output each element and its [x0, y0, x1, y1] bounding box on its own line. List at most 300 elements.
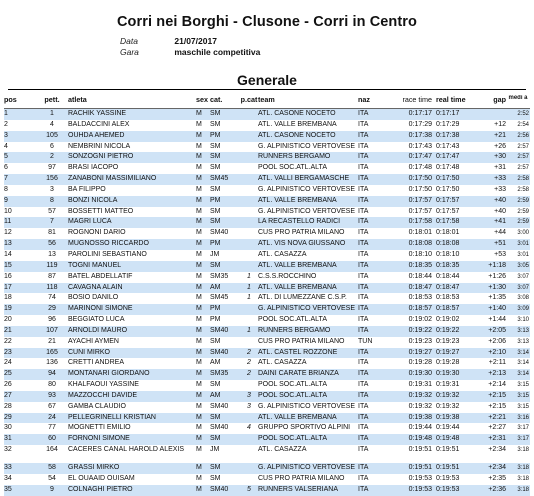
pos-cell: 28: [4, 402, 12, 410]
sex-cell: M: [196, 413, 202, 421]
athlete-name: FORNONI SIMONE: [68, 435, 130, 443]
real-time: 0:19:44: [436, 424, 460, 432]
category-cell: SM40: [210, 326, 229, 334]
pos-cell: 12: [4, 229, 12, 237]
pace-cell: 3:13: [517, 327, 529, 334]
pos-cell: 22: [4, 337, 12, 345]
pace-cell: 2:52: [517, 111, 529, 117]
category-cell: SM: [210, 218, 221, 226]
athlete-name: AYACHI AYMEN: [68, 337, 119, 345]
sex-cell: M: [196, 142, 202, 150]
category-cell: AM: [210, 359, 221, 367]
team-name: ATL. VALLE BREMBANA: [258, 283, 337, 291]
pos-cell: 26: [4, 381, 12, 389]
race-time: 0:19:22: [408, 326, 432, 334]
category-cell: SM: [210, 464, 221, 472]
athlete-name: MAZZOCCHI DAVIDE: [68, 391, 138, 399]
category-cell: SM: [210, 207, 221, 215]
nation-cell: ITA: [358, 381, 369, 389]
gap-cell: +33: [494, 175, 506, 183]
category-rank: 4: [247, 424, 251, 432]
pace-cell: 2:56: [517, 132, 529, 139]
table-row: [4, 152, 530, 163]
team-name: G. ALPINISTICO VERTOVESE: [258, 464, 355, 472]
nation-cell: ITA: [358, 196, 369, 204]
gap-cell: +31: [494, 164, 506, 172]
table-row: [4, 131, 530, 142]
gap-cell: +2:06: [488, 337, 506, 345]
nation-cell: ITA: [358, 261, 369, 269]
athlete-name: COLNAGHI PIETRO: [68, 485, 133, 493]
bib-cell: 81: [48, 229, 56, 237]
athlete-name: RACHIK YASSINE: [68, 110, 127, 117]
pace-cell: 3:14: [517, 360, 529, 367]
bib-cell: 7: [50, 218, 54, 226]
sex-cell: M: [196, 250, 202, 258]
gap-cell: +21: [494, 131, 506, 139]
table-row: [4, 358, 530, 369]
race-time: 0:17:58: [408, 218, 432, 226]
nation-cell: ITA: [358, 272, 369, 280]
category-rank: 1: [247, 326, 251, 334]
race-label: Gara: [120, 47, 139, 57]
category-rank: 1: [247, 272, 251, 280]
category-cell: SM: [210, 413, 221, 421]
gap-cell: +2:31: [488, 435, 506, 443]
table-row: [4, 239, 530, 250]
gap-cell: +30: [494, 153, 506, 161]
team-name: CUS PRO PATRIA MILANO: [258, 337, 345, 345]
pace-cell: 3:15: [517, 403, 529, 410]
category-rank: 3: [247, 402, 251, 410]
race-time: 0:17:17: [408, 110, 432, 117]
pace-cell: 2:58: [517, 186, 529, 193]
col-race-time: race time: [402, 95, 432, 104]
bib-cell: 107: [46, 326, 58, 334]
gap-cell: +1:44: [488, 316, 506, 324]
pos-cell: 6: [4, 164, 8, 172]
pos-cell: 32: [4, 446, 12, 454]
category-cell: SM: [210, 261, 221, 269]
race-time: 0:19:31: [408, 381, 432, 389]
gap-cell: +12: [494, 120, 506, 128]
real-time: 0:19:48: [436, 435, 460, 443]
pace-cell: 3:18: [517, 476, 529, 482]
nation-cell: ITA: [358, 207, 369, 215]
pos-cell: 24: [4, 359, 12, 367]
sex-cell: M: [196, 475, 202, 482]
pos-cell: 34: [4, 475, 12, 482]
race-time: 0:17:57: [408, 196, 432, 204]
athlete-name: PELLEGRINELLI KRISTIAN: [68, 413, 156, 421]
gap-cell: +44: [494, 229, 506, 237]
pace-cell: 2:58: [517, 176, 529, 183]
athlete-name: BA FILIPPO: [68, 185, 106, 193]
table-row: [4, 272, 530, 283]
pos-cell: 16: [4, 272, 12, 280]
pos-cell: 14: [4, 250, 12, 258]
gap-cell: +2:27: [488, 424, 506, 432]
real-time: 0:18:08: [436, 240, 460, 248]
gap-cell: +1:40: [488, 305, 506, 313]
race-time: 0:19:28: [408, 359, 432, 367]
real-time: 0:17:50: [436, 185, 460, 193]
sex-cell: M: [196, 305, 202, 313]
category-cell: PM: [210, 131, 221, 139]
real-time: 0:17:29: [436, 120, 460, 128]
bib-cell: 6: [50, 142, 54, 150]
race-time: 0:19:38: [408, 413, 432, 421]
sex-cell: M: [196, 424, 202, 432]
pos-cell: 17: [4, 283, 12, 291]
real-time: 0:19:53: [436, 475, 460, 482]
table-row: [4, 391, 530, 402]
nation-cell: ITA: [358, 131, 369, 139]
table-row: [4, 485, 530, 496]
table-row: [4, 463, 530, 474]
real-time: 0:19:32: [436, 391, 460, 399]
bib-cell: 57: [48, 207, 56, 215]
bib-cell: 13: [48, 250, 56, 258]
team-name: ATL. CASONE NOCETO: [258, 110, 336, 117]
pace-cell: 3:10: [517, 317, 529, 324]
team-name: ATL. VALLE BREMBANA: [258, 261, 337, 269]
team-name: ATL. CASAZZA: [258, 359, 307, 367]
table-row: [4, 434, 530, 445]
nation-cell: ITA: [358, 370, 369, 378]
team-name: ATL. CASAZZA: [258, 250, 307, 258]
team-name: ATL. DI LUMEZZANE C.S.P.: [258, 294, 347, 302]
sex-cell: M: [196, 326, 202, 334]
table-row: [4, 445, 530, 463]
sex-cell: M: [196, 153, 202, 161]
bib-cell: 156: [46, 175, 58, 183]
table-header: [4, 95, 530, 109]
pos-cell: 30: [4, 424, 12, 432]
team-name: POOL SOC.ATL.ALTA: [258, 164, 327, 172]
sex-cell: M: [196, 381, 202, 389]
date-value: 21/07/2017: [174, 36, 217, 46]
athlete-name: BOSIO DANILO: [68, 294, 119, 302]
nation-cell: ITA: [358, 283, 369, 291]
team-name: DAINI CARATE BRIANZA: [258, 370, 339, 378]
table-row: [4, 228, 530, 239]
col-media: medi a: [508, 95, 528, 101]
sex-cell: M: [196, 207, 202, 215]
sex-cell: M: [196, 370, 202, 378]
bib-cell: 9: [50, 485, 54, 493]
category-cell: SM: [210, 164, 221, 172]
nation-cell: ITA: [358, 250, 369, 258]
nation-cell: ITA: [358, 185, 369, 193]
table-row: [4, 337, 530, 348]
col-naz: naz: [358, 95, 370, 104]
sex-cell: M: [196, 294, 202, 302]
team-name: ATL. VALLE BREMBANA: [258, 413, 337, 421]
pace-cell: 3:14: [517, 349, 529, 356]
race-time: 0:17:50: [408, 175, 432, 183]
nation-cell: ITA: [358, 294, 369, 302]
category-rank: 2: [247, 348, 251, 356]
team-name: G. ALPINISTICO VERTOVESE: [258, 402, 355, 410]
table-row: [4, 326, 530, 337]
race-time: 0:17:48: [408, 164, 432, 172]
real-time: 0:17:48: [436, 164, 460, 172]
pace-cell: 2:57: [517, 143, 529, 150]
race-time: 0:19:23: [408, 337, 432, 345]
race-time: 0:17:38: [408, 131, 432, 139]
team-name: ATL. VALLE BREMBANA: [258, 120, 337, 128]
athlete-name: MUGNOSSO RICCARDO: [68, 240, 149, 248]
sex-cell: M: [196, 464, 202, 472]
race-time: 0:17:50: [408, 185, 432, 193]
bib-cell: 164: [46, 446, 58, 454]
sex-cell: M: [196, 175, 202, 183]
gap-cell: +2:11: [488, 359, 506, 367]
gap-cell: +40: [494, 196, 506, 204]
real-time: 0:19:30: [436, 370, 460, 378]
gap-cell: +41: [494, 218, 506, 226]
category-rank: 1: [247, 283, 251, 291]
athlete-name: BRASI IACOPO: [68, 164, 119, 172]
real-time: 0:18:53: [436, 294, 460, 302]
pace-cell: 3:01: [517, 241, 529, 248]
nation-cell: ITA: [358, 446, 369, 454]
sex-cell: M: [196, 131, 202, 139]
category-cell: SM40: [210, 402, 229, 410]
pace-cell: 2:57: [517, 165, 529, 172]
race-time: 0:18:35: [408, 261, 432, 269]
table-row: [4, 315, 530, 326]
bib-cell: 94: [48, 370, 56, 378]
table-row: [4, 217, 530, 228]
athlete-name: SONZOGNI PIETRO: [68, 153, 134, 161]
pace-cell: 3:15: [517, 392, 529, 399]
table-row: [4, 413, 530, 424]
nation-cell: ITA: [358, 164, 369, 172]
pos-cell: 35: [4, 485, 12, 493]
team-name: CUS PRO PATRIA MILANO: [258, 475, 345, 482]
bib-cell: 118: [46, 283, 58, 291]
team-name: RUNNERS VALSERIANA: [258, 485, 339, 493]
athlete-name: ROGNONI DARIO: [68, 229, 126, 237]
gap-cell: +1:30: [488, 283, 506, 291]
athlete-name: CUNI MIRKO: [68, 348, 110, 356]
pace-cell: 3:15: [517, 382, 529, 389]
category-cell: PM: [210, 305, 221, 313]
bib-cell: 54: [48, 475, 56, 482]
pace-cell: 3:18: [517, 465, 529, 472]
pace-cell: 2:59: [517, 219, 529, 226]
nation-cell: ITA: [358, 142, 369, 150]
race-time: 0:18:10: [408, 250, 432, 258]
bib-cell: 21: [48, 337, 56, 345]
pos-cell: 33: [4, 464, 12, 472]
category-rank: 1: [247, 294, 251, 302]
pace-cell: 3:14: [517, 371, 529, 378]
nation-cell: ITA: [358, 175, 369, 183]
team-name: POOL SOC.ATL.ALTA: [258, 391, 327, 399]
team-name: ATL. CASONE NOCETO: [258, 131, 336, 139]
table-row: [4, 142, 530, 153]
nation-cell: ITA: [358, 475, 369, 482]
category-rank: 3: [247, 391, 251, 399]
team-name: G. ALPINISTICO VERTOVESE: [258, 305, 355, 313]
nation-cell: ITA: [358, 485, 369, 493]
date-label: Data: [120, 36, 138, 46]
athlete-name: MAGRI LUCA: [68, 218, 112, 226]
category-rank: 2: [247, 370, 251, 378]
table-row: [4, 261, 530, 272]
race-time: 0:18:44: [408, 272, 432, 280]
real-time: 0:18:47: [436, 283, 460, 291]
pace-cell: 3:07: [517, 273, 529, 280]
table-row: [4, 120, 530, 131]
real-time: 0:19:38: [436, 413, 460, 421]
gap-cell: +1:26: [488, 272, 506, 280]
category-cell: PM: [210, 316, 221, 324]
race-time: 0:19:32: [408, 402, 432, 410]
category-cell: SM40: [210, 229, 229, 237]
team-name: RUNNERS BERGAMO: [258, 326, 331, 334]
nation-cell: ITA: [358, 402, 369, 410]
athlete-name: BEGGIATO LUCA: [68, 316, 125, 324]
team-name: ATL. VIS NOVA GIUSSANO: [258, 240, 346, 248]
athlete-name: OUHDA AHEMED: [68, 131, 125, 139]
pos-cell: 27: [4, 391, 12, 399]
table-row: [4, 380, 530, 391]
race-time: 0:19:02: [408, 316, 432, 324]
team-name: ATL. VALLE BREMBANA: [258, 196, 337, 204]
real-time: 0:17:50: [436, 175, 460, 183]
pos-cell: 13: [4, 240, 12, 248]
gap-cell: +2:10: [488, 348, 506, 356]
athlete-name: GAMBA CLAUDIO: [68, 402, 126, 410]
category-cell: SM: [210, 475, 221, 482]
nation-cell: ITA: [358, 229, 369, 237]
team-name: LA RECASTELLO RADICI: [258, 218, 341, 226]
team-name: C.S.S.ROCCHINO: [258, 272, 317, 280]
pos-cell: 31: [4, 435, 12, 443]
pace-cell: 3:01: [517, 251, 529, 258]
pos-cell: 1: [4, 110, 8, 117]
category-cell: JM: [210, 446, 220, 454]
team-name: POOL SOC.ATL.ALTA: [258, 435, 327, 443]
real-time: 0:19:51: [436, 446, 460, 454]
team-name: G. ALPINISTICO VERTOVESE: [258, 142, 355, 150]
gap-cell: +2:15: [488, 402, 506, 410]
bib-cell: 97: [48, 164, 56, 172]
gap-cell: +2:36: [488, 485, 506, 493]
col-sex: sex: [196, 95, 208, 104]
category-cell: SM45: [210, 175, 229, 183]
pace-cell: 3:00: [517, 230, 529, 237]
athlete-name: BALDACCINI ALEX: [68, 120, 130, 128]
race-time: 0:19:44: [408, 424, 432, 432]
col-atleta: atleta: [68, 95, 87, 104]
athlete-name: NEMBRINI NICOLA: [68, 142, 131, 150]
real-time: 0:18:35: [436, 261, 460, 269]
gap-cell: +2:15: [488, 391, 506, 399]
real-time: 0:19:22: [436, 326, 460, 334]
table-row: [4, 423, 530, 434]
col-real-time: real time: [436, 95, 466, 104]
athlete-name: BATEL ABDELLATIF: [68, 272, 133, 280]
team-name: RUNNERS BERGAMO: [258, 153, 331, 161]
table-row: [4, 474, 530, 485]
category-cell: SM: [210, 381, 221, 389]
real-time: 0:18:44: [436, 272, 460, 280]
pace-cell: 3:17: [517, 436, 529, 443]
bib-cell: 77: [48, 424, 56, 432]
nation-cell: ITA: [358, 424, 369, 432]
real-time: 0:19:53: [436, 485, 460, 493]
gap-cell: +2:34: [488, 464, 506, 472]
sex-cell: M: [196, 261, 202, 269]
team-name: CUS PRO PATRIA MILANO: [258, 229, 345, 237]
category-cell: SM40: [210, 348, 229, 356]
table-row: [4, 293, 530, 304]
gap-cell: +53: [494, 250, 506, 258]
athlete-name: MOGNETTI EMILIO: [68, 424, 131, 432]
race-time: 0:18:53: [408, 294, 432, 302]
bib-cell: 165: [46, 348, 58, 356]
table-row: [4, 207, 530, 218]
table-row: [4, 369, 530, 380]
gap-cell: +2:35: [488, 475, 506, 482]
bib-cell: 96: [48, 316, 56, 324]
category-cell: SM35: [210, 370, 229, 378]
pos-cell: 21: [4, 326, 12, 334]
athlete-name: TOGNI MANUEL: [68, 261, 122, 269]
category-cell: SM: [210, 185, 221, 193]
gap-cell: +2:13: [488, 370, 506, 378]
team-name: G. ALPINISTICO VERTOVESE: [258, 207, 355, 215]
sex-cell: M: [196, 435, 202, 443]
team-name: GRUPPO SPORTIVO ALPINI: [258, 424, 351, 432]
pos-cell: 4: [4, 142, 8, 150]
real-time: 0:17:57: [436, 196, 460, 204]
gap-cell: +40: [494, 207, 506, 215]
nation-cell: ITA: [358, 110, 369, 117]
pos-cell: 19: [4, 305, 12, 313]
nation-cell: TUN: [358, 337, 373, 345]
bib-cell: 74: [48, 294, 56, 302]
pos-cell: 9: [4, 196, 8, 204]
athlete-name: CRETTI ANDREA: [68, 359, 125, 367]
sex-cell: M: [196, 348, 202, 356]
category-cell: SM: [210, 153, 221, 161]
pace-cell: 3:18: [517, 486, 529, 493]
race-value: maschile competitiva: [174, 47, 261, 57]
athlete-name: GRASSI MIRKO: [68, 464, 120, 472]
bib-cell: 87: [48, 272, 56, 280]
nation-cell: ITA: [358, 348, 369, 356]
gap-cell: +33: [494, 185, 506, 193]
race-time: 0:18:08: [408, 240, 432, 248]
team-name: ATL. VALLI BERGAMASCHE: [258, 175, 350, 183]
gap-cell: +2:14: [488, 381, 506, 389]
table-row: [4, 402, 530, 413]
bib-cell: 58: [48, 464, 56, 472]
table-row: [4, 185, 530, 196]
sex-cell: M: [196, 485, 202, 493]
athlete-name: CAVAGNA ALAIN: [68, 283, 123, 291]
table-row: [4, 174, 530, 185]
real-time: 0:19:32: [436, 402, 460, 410]
pos-cell: 18: [4, 294, 12, 302]
pos-cell: 3: [4, 131, 8, 139]
